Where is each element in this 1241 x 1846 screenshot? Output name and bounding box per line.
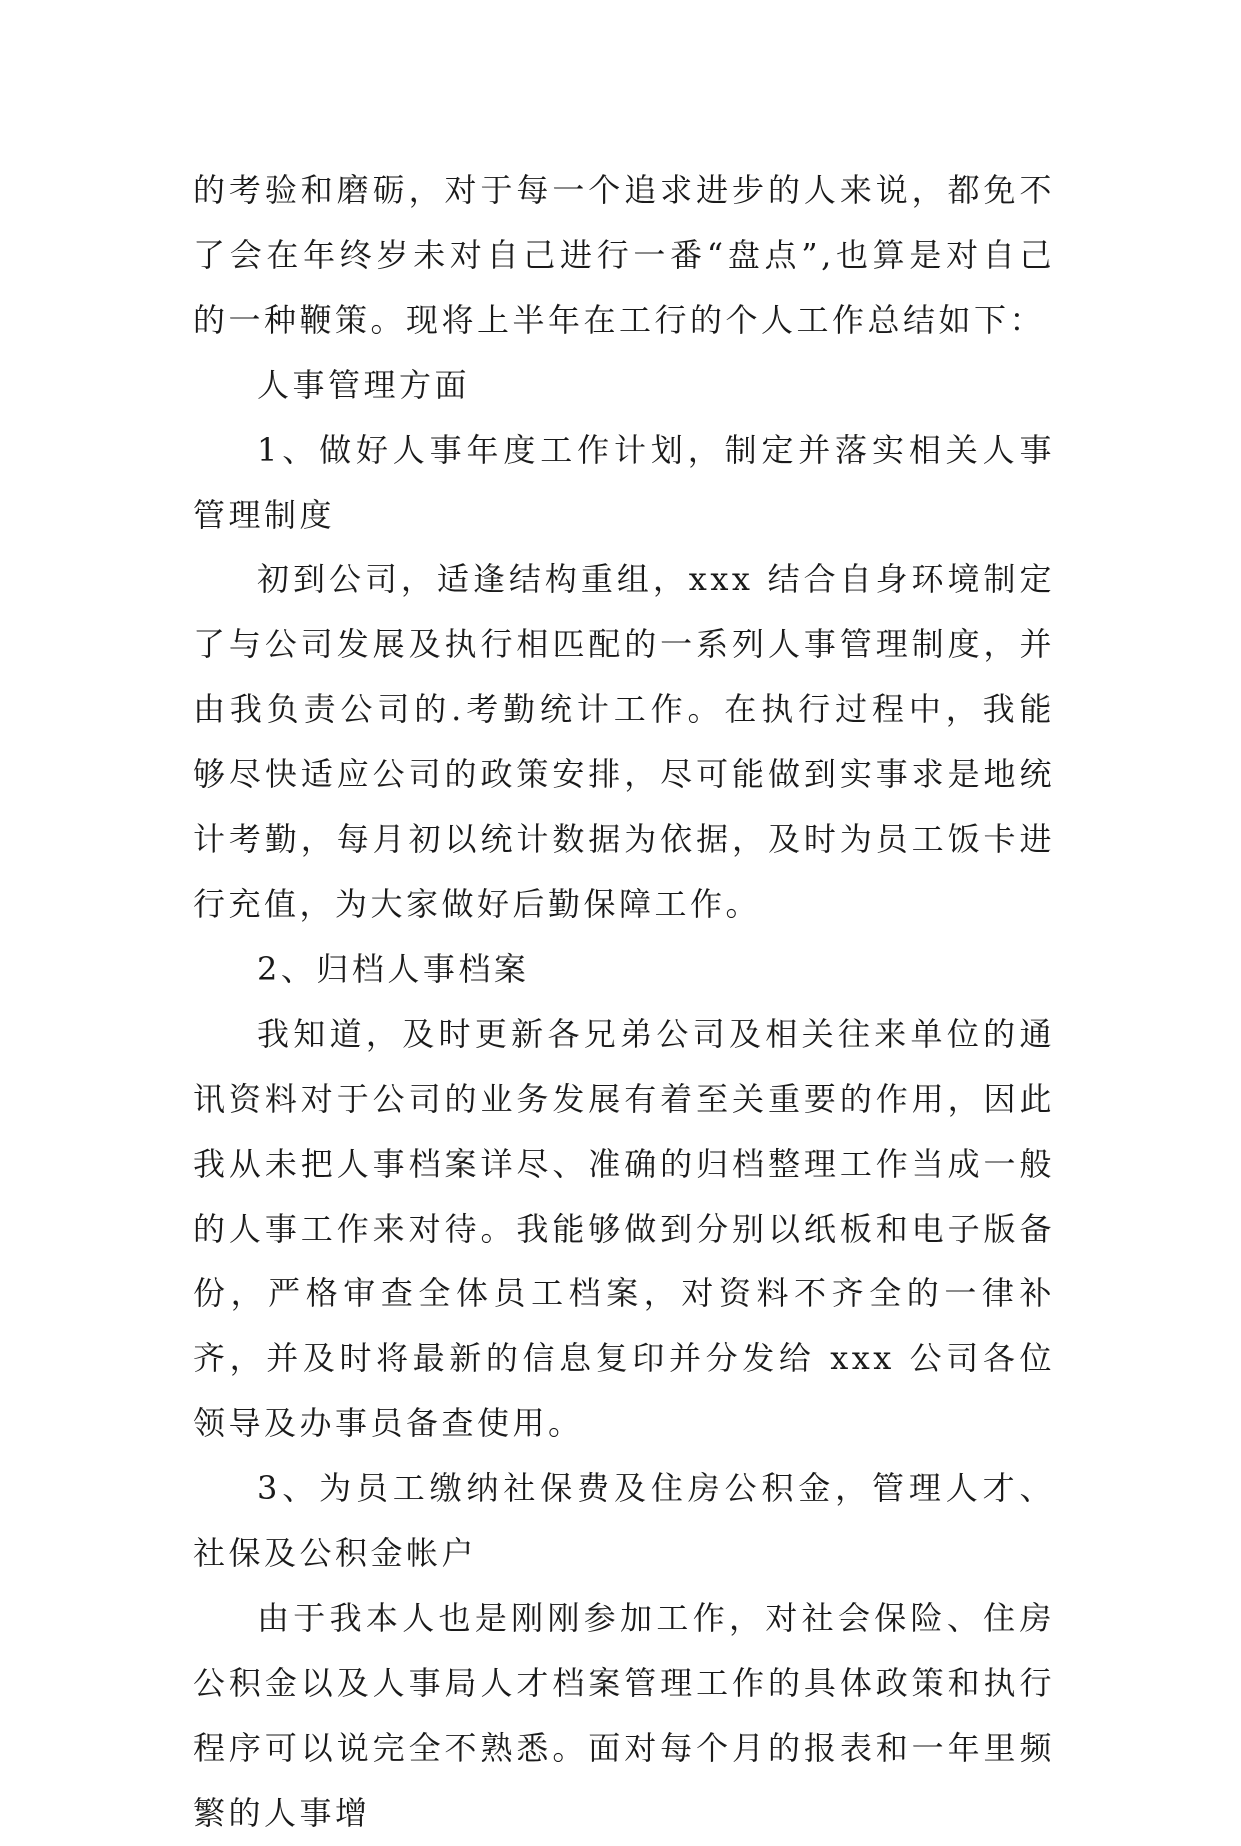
- paragraph-social-insurance: 由于我本人也是刚刚参加工作，对社会保险、住房公积金以及人事局人才档案管理工作的具体政策和执行程序可以说完全不熟悉。面对每个月的报表和一年里频繁的人事增: [193, 1598, 1055, 1832]
- paragraph-attendance: 初到公司，适逢结构重组，xxx 结合自身环境制定了与公司发展及执行相匹配的一系列人事管理制度，并由我负责公司的.考勤统计工作。在执行过程中，我能够尽快适应公司的政策安排，尽可能做到实事求是地统计考勤，每月初以统计数据为依据，及时为员工饭卡进行充值，为大家做好后勤保障工作。: [193, 560, 1055, 923]
- item-heading-2: 2、归档人事档案: [257, 949, 530, 988]
- item-heading-3: 3、为员工缴纳社保费及住房公积金，管理人才、社保及公积金帐户: [193, 1469, 1055, 1573]
- section-heading-hr-management: 人事管理方面: [257, 365, 471, 404]
- paragraph-archives: 我知道，及时更新各兄弟公司及相关往来单位的通讯资料对于公司的业务发展有着至关重要的作用，因此我从未把人事档案详尽、准确的归档整理工作当成一般的人事工作来对待。我能够做到分别以纸板和电子版备份，严格审查全体员工档案，对资料不齐全的一律补齐，并及时将最新的信息复印并分发给 xxx 公司各位领导及办事员备查使用。: [193, 1014, 1055, 1443]
- document-body: [193, 158, 1055, 1846]
- paragraph-intro: 的考验和磨砺，对于每一个追求进步的人来说，都免不了会在年终岁未对自己进行一番“盘点”,也算是对自己的一种鞭策。现将上半年在工行的个人工作总结如下：: [193, 171, 1055, 339]
- item-heading-1: 1、做好人事年度工作计划，制定并落实相关人事管理制度: [193, 430, 1055, 534]
